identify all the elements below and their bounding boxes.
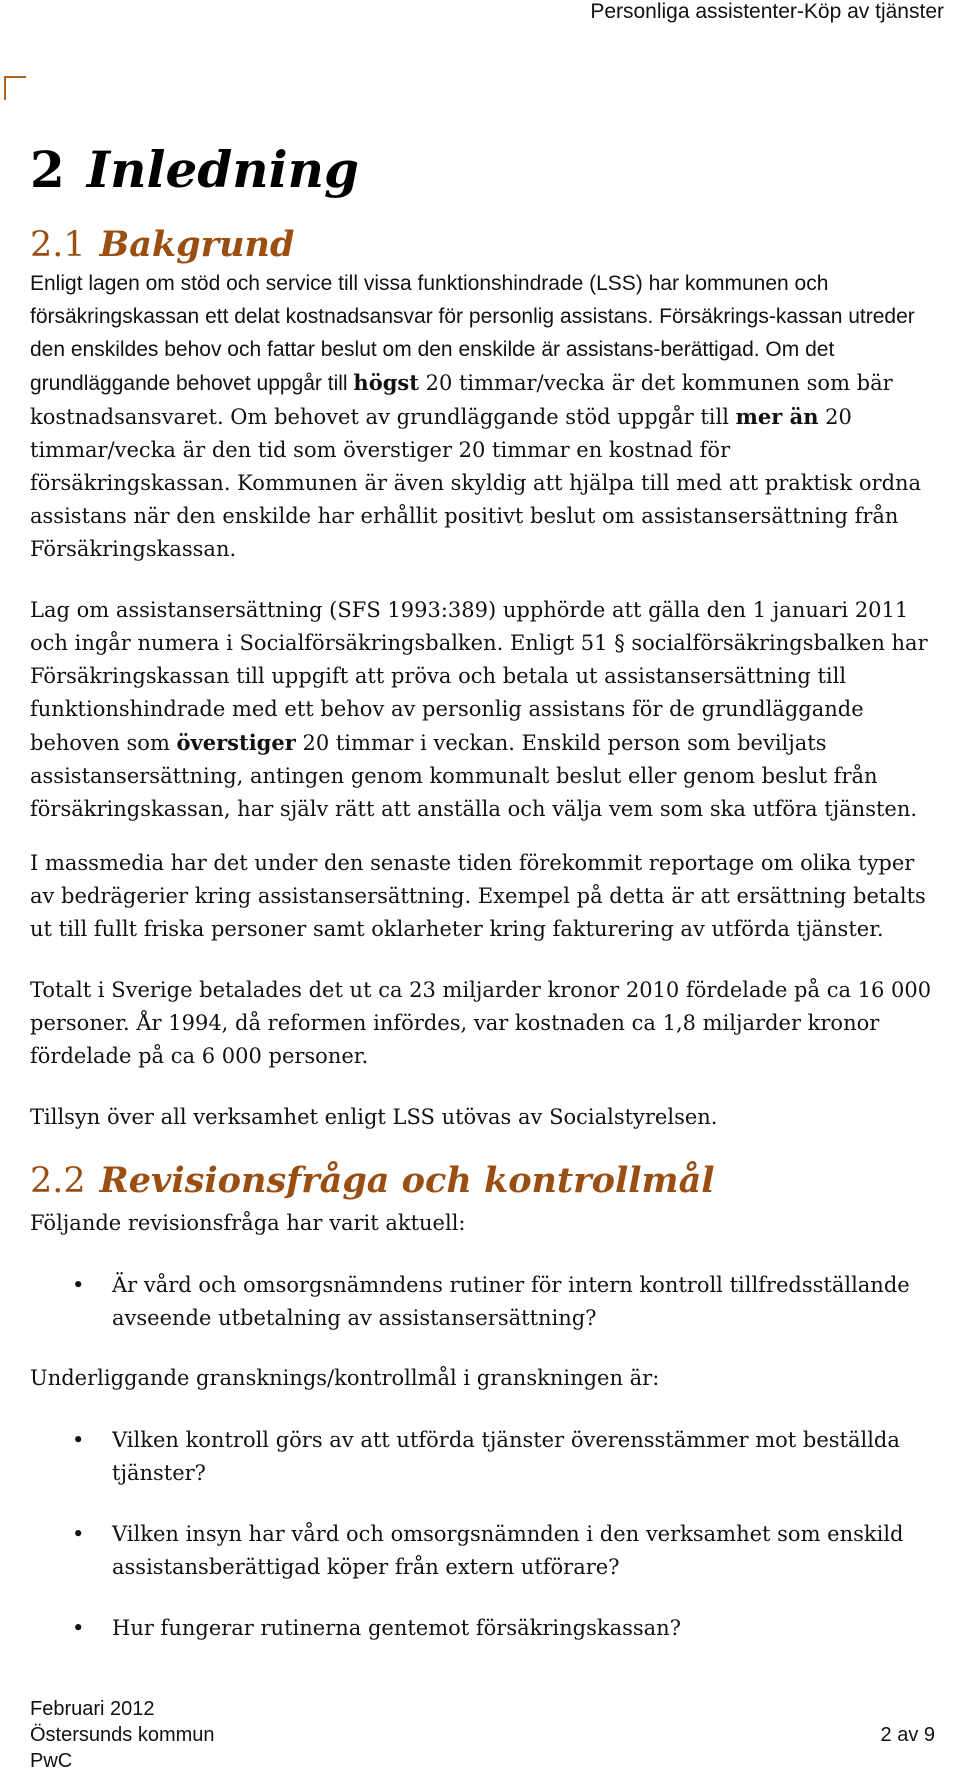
page-footer [30, 1696, 935, 1774]
section-heading-bakgrund [30, 222, 294, 268]
paragraph-massmedia: I massmedia har det under den senaste tiden förekommit reportage om olika typer av bedrägerier kring assistansersättning. Exempel på detta är att ersättning betalts ut till fullt friska personer samt oklarheter kring fakturering av utförda tjänster. [30, 851, 926, 941]
section-heading-revisionsfraga [30, 1158, 715, 1204]
lead-revision-question: Följande revisionsfråga har varit aktuell: [30, 1211, 466, 1235]
emphasis-text: överstiger [176, 730, 296, 755]
paragraph-text: 20 timmar/vecka är den tid som överstiger 20 timmar en kostnad för försäkringskassan. Kommunen är även skyldig att hjälpa till med att praktisk ordna assistans när den enskilde har erhållit positivt beslut om assistansersättning från Försäkringskassan. [30, 405, 922, 561]
footer-org: Östersunds kommun [30, 1724, 215, 1746]
lead-control-goals: Underliggande gransknings/kontrollmål i granskningen är: [30, 1366, 660, 1390]
page-number: 2 av 9 [880, 1724, 935, 1746]
question-list [30, 1269, 935, 1335]
running-header: Personliga assistenter-Köp av tjänster [590, 0, 944, 23]
paragraph-background [30, 267, 935, 566]
section-title: Revisionsfråga och kontrollmål [99, 1160, 715, 1201]
paragraph-costs: Totalt i Sverige betalades det ut ca 23 miljarder kronor 2010 fördelade på ca 16 000 personer. År 1994, då reformen infördes, var kostnaden ca 1,8 miljarder kronor fördelade på ca 6 000 personer. [30, 978, 932, 1068]
footer-date: Februari 2012 [30, 1698, 155, 1720]
footer-firm: PwC [30, 1750, 73, 1772]
paragraph-text: 20 timmar i veckan. Enskild person som beviljats assistansersättning, antingen genom kommunalt beslut eller genom beslut från försäkringskassan, har själv rätt att anställa och välja vem som ska utföra tjänsten. [30, 731, 918, 821]
paragraph-text: Enligt lagen om stöd och service till vissa funktionshindrade (LSS) har kommunen och försäkringskassan ett delat kostnadsansvar för personlig assistans. Försäkrings-kassan utreder den enskildes behov och fattar beslut om den enskilde är assistans-berättigad. Om det grundläggande behovet uppgår till [30, 272, 915, 395]
chapter-number: 2 [30, 140, 65, 199]
list-item: • Är vård och omsorgsnämndens rutiner för intern kontroll tillfredsställande avseende utbetalning av assistansersättning? [30, 1269, 935, 1335]
emphasis-text: högst [353, 370, 419, 395]
corner-mark [4, 76, 26, 100]
section-number: 2.2 [30, 1161, 86, 1201]
paragraph-text: 20 timmar/vecka är det kommunen som bär kostnadsansvaret. Om behovet av grundläggande stöd uppgår till [30, 371, 893, 429]
goal-list [30, 1424, 935, 1645]
list-item: • Vilken kontroll görs av att utförda tjänster överensstämmer mot beställda tjänster? [30, 1424, 935, 1490]
list-item: • Hur fungerar rutinerna gentemot försäkringskassan? [30, 1612, 935, 1645]
emphasis-text: mer än [735, 404, 819, 429]
section-title: Bakgrund [99, 224, 295, 265]
list-item: • Vilken insyn har vård och omsorgsnämnden i den verksamhet som enskild assistansberättigad köper från extern utförare? [30, 1518, 935, 1584]
chapter-title: Inledning [86, 140, 359, 199]
paragraph-lass [30, 594, 935, 826]
section-number: 2.1 [30, 225, 86, 265]
chapter-heading [30, 140, 359, 200]
paragraph-supervision: Tillsyn över all verksamhet enligt LSS utövas av Socialstyrelsen. [30, 1105, 718, 1129]
paragraph-text: Lag om assistansersättning (SFS 1993:389) upphörde att gälla den 1 januari 2011 och ingår numera i Socialförsäkringsbalken. Enligt 51 § socialförsäkringsbalken har Försäkringskassan till uppgift att pröva och betala ut assistansersättning till funktionshindrade med ett behov av personlig assistans för de grundläggande behoven som [30, 598, 928, 755]
